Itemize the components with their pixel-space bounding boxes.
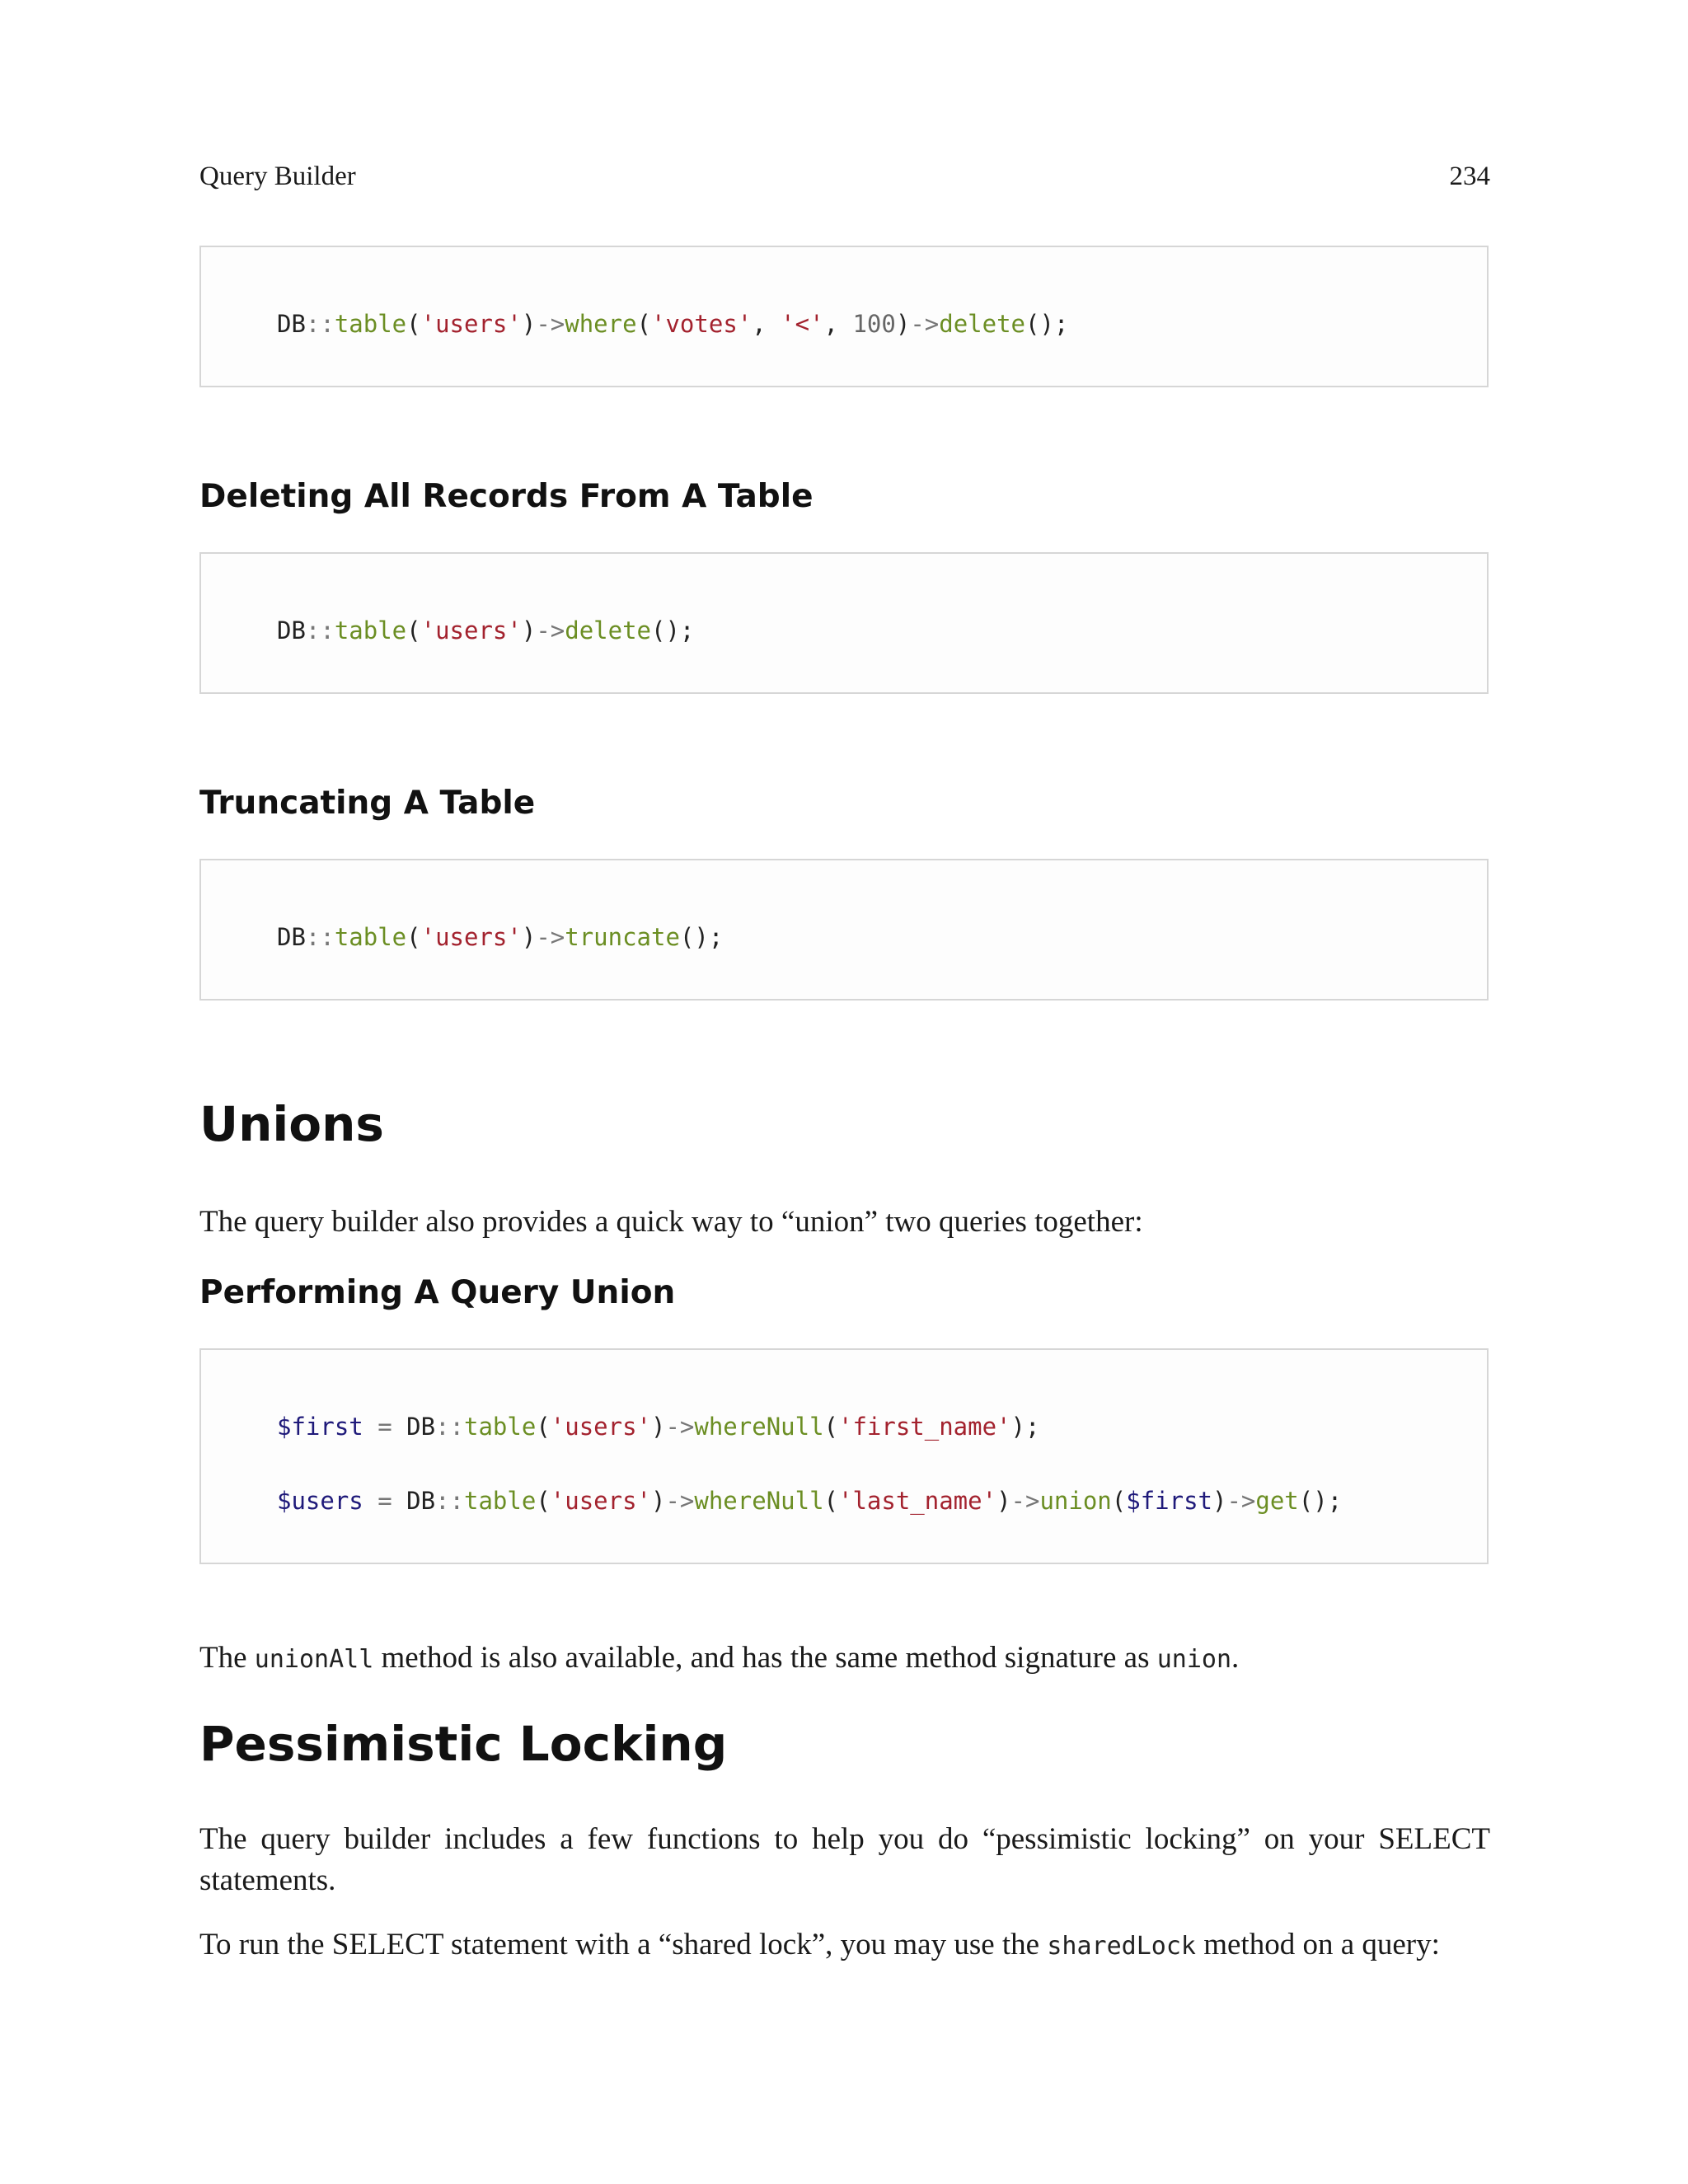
inline-code-sharedlock: sharedLock [1047, 1932, 1196, 1961]
code-line: DB::table('users')->where('votes', '<', 100)->delete(); [277, 310, 1069, 338]
code-line: DB::table('users')->truncate(); [277, 923, 724, 951]
code-line: $users = DB::table('users')->whereNull('last_name')->union($first)->get(); [277, 1487, 1343, 1515]
code-block-truncate [199, 859, 1489, 1001]
code-block-delete-where [199, 246, 1489, 387]
running-header [199, 162, 1490, 198]
code-block-union [199, 1348, 1489, 1564]
paragraph-unions-intro: The query builder also provides a quick way to “union” two queries together: [199, 1205, 1143, 1239]
paragraph-pessimistic-intro: The query builder includes a few functions to help you do “pessimistic locking” on your SELECT statements. [199, 1822, 1490, 1897]
code-block-delete-all [199, 552, 1489, 694]
heading-pessimistic-locking: Pessimistic Locking [199, 1716, 728, 1772]
heading-truncating: Truncating A Table [199, 785, 536, 822]
paragraph-shared-lock: To run the SELECT statement with a “shared lock”, you may use the sharedLock method on a query: [199, 1928, 1440, 1961]
code-line: $first = DB::table('users')->whereNull('first_name'); [277, 1413, 1040, 1441]
code-line: DB::table('users')->delete(); [277, 616, 695, 644]
heading-unions: Unions [199, 1096, 384, 1152]
heading-performing-union: Performing A Query Union [199, 1274, 676, 1311]
inline-code-unionall: unionAll [254, 1645, 374, 1674]
chapter-title: Query Builder [199, 162, 356, 191]
paragraph-union-all: The unionAll method is also available, and has the same method signature as union. [199, 1641, 1240, 1675]
page-number: 234 [1449, 162, 1490, 191]
heading-deleting-all: Deleting All Records From A Table [199, 478, 814, 515]
inline-code-union: union [1156, 1645, 1232, 1674]
